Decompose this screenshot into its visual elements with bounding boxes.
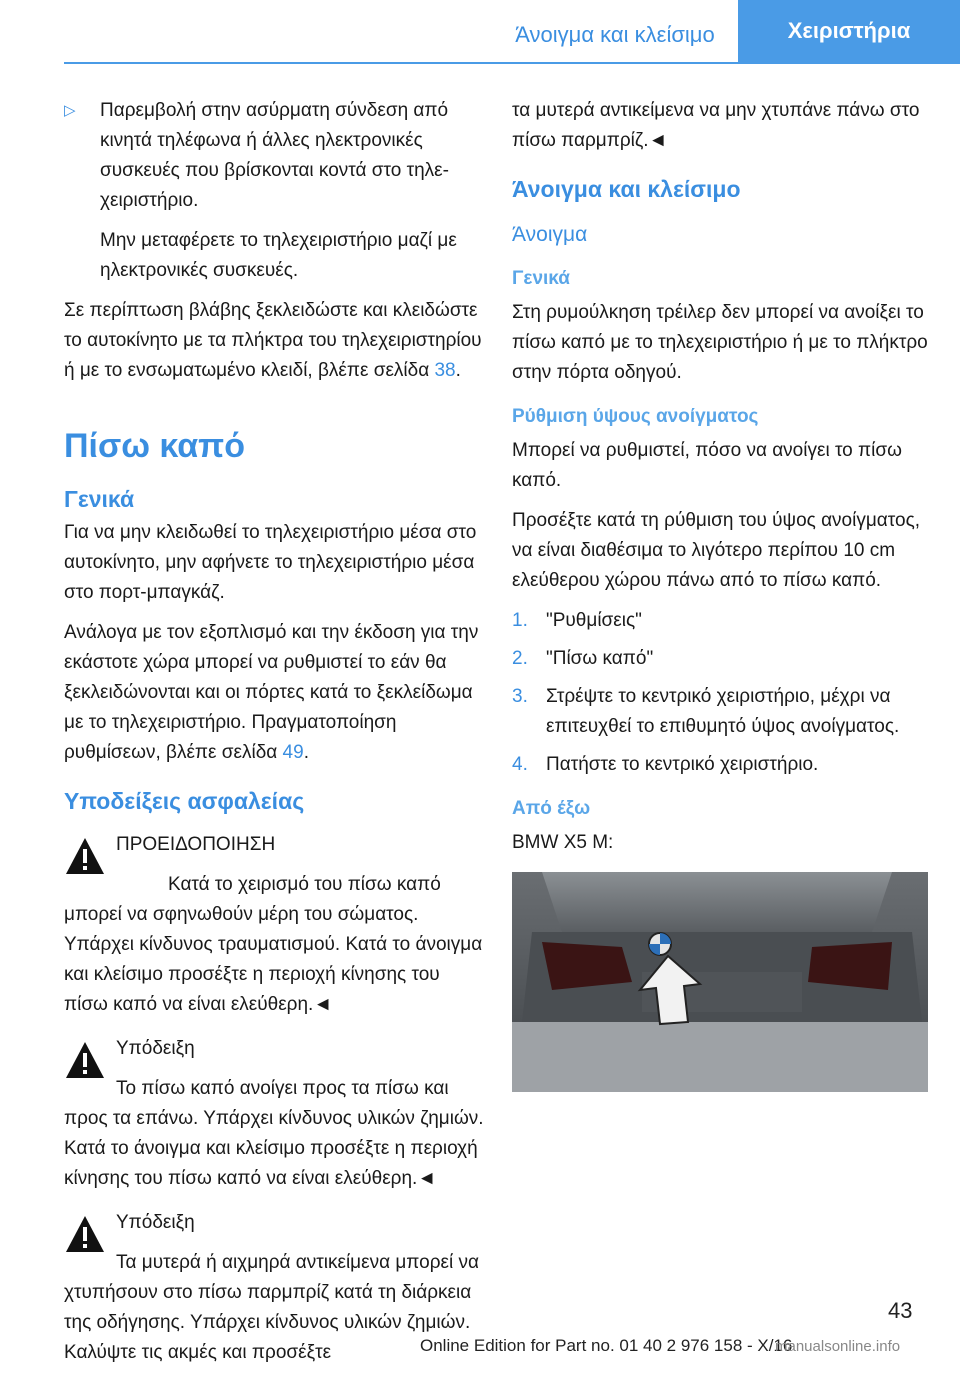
edition-footer: Online Edition for Part no. 01 40 2 976 158 - X/16 <box>420 1336 793 1355</box>
subheading-open: Άνοιγμα <box>512 223 588 246</box>
warning-triangle-icon <box>64 1214 106 1254</box>
height-paragraph-2: Προσέξτε κατά τη ρύθμιση του ύψος ανοίγματος, να είναι διαθέσιμα το λιγότερο περίπου 10 cm ελεύθερου χώρου πάνω από το πίσω καπό. <box>512 510 921 591</box>
page-link-38[interactable]: 38 <box>434 360 456 381</box>
section-heading-tailgate: Πίσω καπό <box>64 427 245 465</box>
car-tailgate-image <box>512 872 928 1092</box>
subheading-safety: Υποδείξεις ασφαλείας <box>64 788 305 814</box>
page-link-49[interactable]: 49 <box>282 742 304 763</box>
header-rule <box>64 62 960 64</box>
watermark: manualsonline.info <box>775 1338 901 1355</box>
warning-triangle-icon <box>64 836 106 876</box>
subheading-open-close: Άνοιγμα και κλείσιμο <box>512 176 741 202</box>
bullet-text: Παρεμβολή στην ασύρματη σύνδεση από κινητά τηλέφωνα ή άλλες ηλεκτρονικές συσκευές που βρίσκονται κοντά στο τηλεχειριστήριο. <box>100 100 449 211</box>
notice-title: Υπόδειξη <box>116 1212 195 1233</box>
list-item: 4. Πατήστε το κεντρικό χειριστήριο. <box>512 754 819 775</box>
trailer-paragraph: Στη ρυμούλκηση τρέιλερ δεν μπορεί να ανοίξει το πίσω καπό με το τηλεχειριστήριο ή με το πλήκτρο στην πόρτα οδηγού. <box>512 302 928 383</box>
list-item: 3. Στρέψτε το κεντρικό χειριστήριο, μέχρι να επιτευχθεί το επιθυμητό ύψος ανοίγματος. <box>512 686 900 737</box>
fault-paragraph: Σε περίπτωση βλάβης ξεκλειδώστε και κλειδώστε το αυτοκίνητο με τα πλήκτρα του τηλεχειριστηρίου ή με το ενσωματωμένο κλειδί, βλέπε σελίδα 38. <box>64 300 482 381</box>
subheading-general: Γενικά <box>512 268 570 289</box>
bullet-subtext: Μην μεταφέρετε το τηλεχειριστήριο μαζί με ηλεκτρονικές συσκευές. <box>100 230 457 281</box>
list-item: 2. "Πίσω καπό" <box>512 648 654 669</box>
subheading-height: Ρύθμιση ύψους ανοίγματος <box>512 406 759 427</box>
general-paragraph-1: Για να μην κλειδωθεί το τηλεχειριστήριο μέσα στο αυτοκίνητο, μην αφήνετε το τηλεχειριστήριο μέσα στο πορτ-μπαγκάζ. <box>64 522 477 603</box>
warning-body: Κατά το χειρισμό του πίσω καπό μπορεί να σφηνωθούν μέρη του σώματος. Υπάρχει κίνδυνος τραυματισμού. Κατά το άνοιγμα και κλείσιμο προσέξτε η περιοχή κίνησης του πίσω καπό να είναι ελεύθερη.◄ <box>64 874 483 1015</box>
page-header <box>0 0 960 62</box>
general-paragraph-2: Ανάλογα με τον εξοπλισμό και την έκδοση για την εκάστοτε χώρα μπορεί να ρυθμιστεί το εάν θα ξεκλειδώνονται και οι πόρτες κατά το ξεκλείδωμα με το τηλεχειριστήριο. Πραγματοποίηση ρυθμίσεων, βλέπε σελίδα 49. <box>64 622 479 763</box>
list-item: 1. "Ρυθμίσεις" <box>512 610 642 631</box>
page-number: 43 <box>888 1298 913 1323</box>
triangle-bullet-icon: ▷ <box>64 102 76 119</box>
section-title: Άνοιγμα και κλείσιμο <box>515 22 715 47</box>
continued-paragraph: τα μυτερά αντικείμενα να μην χτυπάνε πάνω στο πίσω παρμπρίζ.◄ <box>512 100 920 151</box>
warning-block <box>64 830 484 1020</box>
left-column <box>64 96 484 1378</box>
right-column <box>512 96 930 1092</box>
model-label: BMW X5 M: <box>512 832 614 853</box>
notice-body: Το πίσω καπό ανοίγει προς τα πίσω και προς τα επάνω. Υπάρχει κίνδυνος υλικών ζημιών. Κατά το άνοιγμα και κλείσιμο προσέξτε η περιοχή κίνησης του πίσω καπό να είναι ελεύθερη.◄ <box>64 1078 484 1189</box>
bullet-item <box>64 96 484 296</box>
chapter-tab[interactable]: Χειριστήρια <box>738 0 960 62</box>
warning-triangle-icon <box>64 1040 106 1080</box>
subheading-general: Γενικά <box>64 486 135 512</box>
notice-block <box>64 1034 484 1194</box>
height-paragraph-1: Μπορεί να ρυθμιστεί, πόσο να ανοίγει το πίσω καπό. <box>512 440 902 491</box>
warning-title: ΠΡΟΕΙΔΟΠΟΙΗΣΗ <box>116 834 276 855</box>
subheading-outside: Από έξω <box>512 798 591 819</box>
steps-list <box>512 606 930 780</box>
notice-body: Τα μυτερά ή αιχμηρά αντικείμενα μπορεί να χτυπήσουν στο πίσω παρμπρίζ κατά τη διάρκεια της οδήγησης. Υπάρχει κίνδυνος υλικών ζημιών. Καλύψτε τις ακμές και προσέξτε <box>64 1252 479 1363</box>
notice-title: Υπόδειξη <box>116 1038 195 1059</box>
